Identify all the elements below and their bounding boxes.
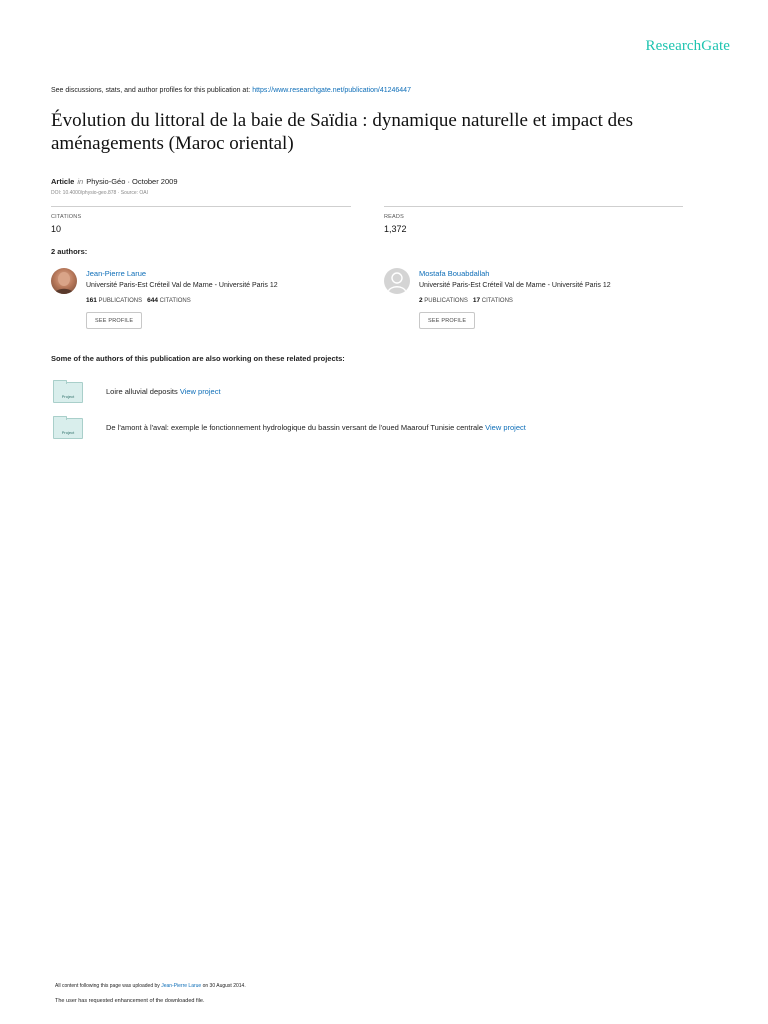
publication-title: Évolution du littoral de la baie de Saïdia : dynamique naturelle et impact des aménagements (Maroc oriental): [51, 110, 633, 154]
doi-source: DOI: 10.4000/physio-geo.878 · Source: OAI: [51, 190, 148, 196]
publication-meta: [51, 177, 177, 186]
author-citations-count: 644: [147, 297, 158, 304]
see-profile-button[interactable]: SEE PROFILE: [86, 312, 142, 329]
reads-label: READS: [384, 214, 404, 220]
article-type: Article: [51, 177, 75, 186]
upload-note: [55, 983, 246, 989]
enhancement-note: The user has requested enhancement of the downloaded file.: [55, 998, 205, 1004]
authors-count-label: 2 authors:: [51, 247, 88, 256]
see-profile-button[interactable]: SEE PROFILE: [419, 312, 475, 329]
project-folder-icon: [53, 418, 83, 439]
journal-date: Physio-Géo · October 2009: [86, 177, 178, 186]
upload-prefix: All content following this page was uploaded by: [55, 983, 160, 989]
divider-reads: [384, 206, 683, 207]
author-stats: [419, 297, 513, 304]
author-citations-count: 17: [472, 297, 481, 304]
citations-value: 10: [51, 224, 62, 234]
related-project-item: [106, 423, 526, 432]
citations-label: CITATIONS: [51, 214, 82, 220]
see-discussions-line: [51, 87, 411, 94]
project-icon-label: Project: [61, 394, 75, 399]
publications-label: PUBLICATIONS: [424, 298, 468, 304]
related-project-item: [106, 387, 221, 396]
project-icon-label: Project: [61, 430, 75, 435]
author-affiliation: Université Paris-Est Créteil Val de Marne - Université Paris 12: [419, 282, 611, 289]
project-title: Loire alluvial deposits: [106, 387, 178, 396]
default-user-icon: [384, 268, 410, 294]
publications-count: 161: [86, 297, 97, 304]
view-project-link[interactable]: View project: [179, 387, 221, 396]
project-title: De l'amont à l'aval: exemple le fonctionnement hydrologique du bassin versant de l'oued Maarouf Tunisie centrale: [106, 423, 484, 432]
author-affiliation: Université Paris-Est Créteil Val de Marne - Université Paris 12: [86, 282, 278, 289]
author-citations-label: CITATIONS: [159, 298, 191, 304]
author-name-link[interactable]: Jean-Pierre Larue: [86, 269, 147, 278]
person-photo-icon: [51, 268, 77, 294]
author-avatar[interactable]: [51, 268, 77, 294]
see-discussions-text: See discussions, stats, and author profiles for this publication at:: [51, 87, 251, 94]
researchgate-logo[interactable]: ResearchGate: [645, 38, 730, 54]
author-name-link[interactable]: Mostafa Bouabdallah: [419, 269, 490, 278]
author-avatar[interactable]: [384, 268, 410, 294]
uploader-link[interactable]: Jean-Pierre Larue: [161, 983, 202, 989]
project-folder-icon: [53, 382, 83, 403]
view-project-link[interactable]: View project: [485, 423, 526, 432]
reads-value: 1,372: [384, 224, 407, 234]
author-stats: [86, 297, 191, 304]
in-word: in: [77, 177, 84, 186]
publication-url-link[interactable]: https://www.researchgate.net/publication/41246447: [252, 87, 411, 94]
related-projects-label: Some of the authors of this publication are also working on these related projects:: [51, 354, 345, 363]
divider-citations: [51, 206, 351, 207]
upload-suffix: on 30 August 2014.: [202, 983, 246, 989]
publications-label: PUBLICATIONS: [98, 298, 143, 304]
publications-count: 2: [419, 297, 423, 304]
author-citations-label: CITATIONS: [481, 298, 513, 304]
